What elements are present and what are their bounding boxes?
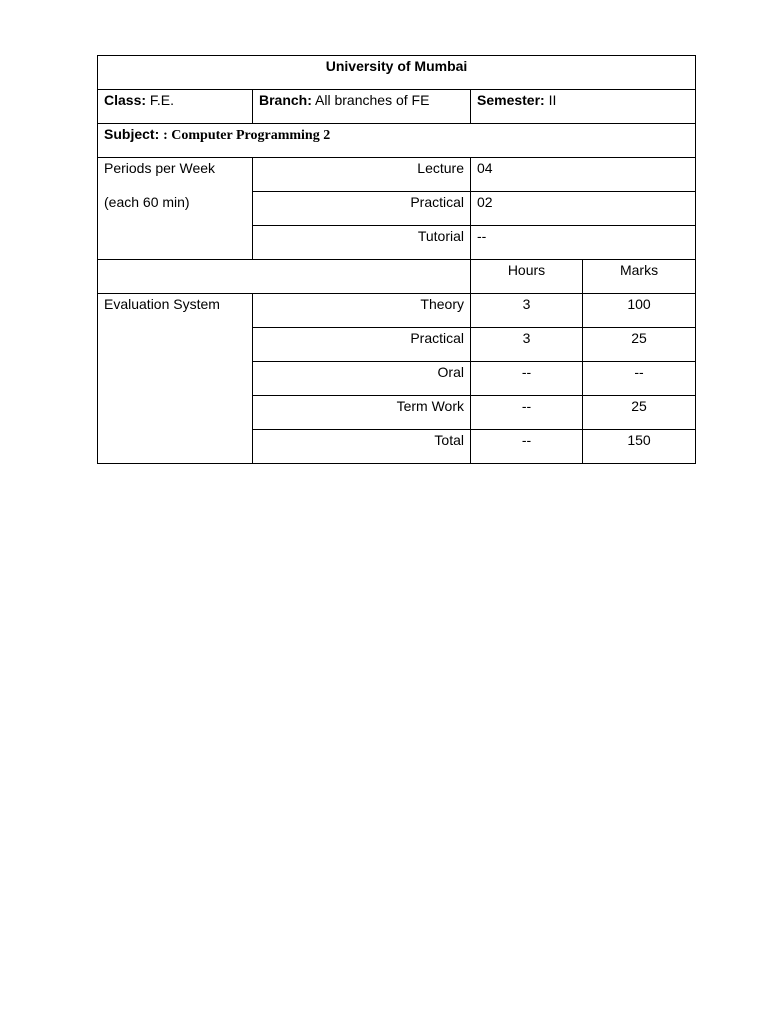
period-value: 02	[471, 192, 696, 226]
subject-value: : Computer Programming 2	[163, 128, 331, 143]
evaluation-item-marks: 25	[583, 328, 696, 362]
branch-cell	[253, 90, 471, 124]
semester-label: Semester:	[477, 92, 545, 108]
evaluation-header-spacer	[98, 260, 471, 294]
evaluation-item-name: Practical	[253, 328, 471, 362]
university-title: University of Mumbai	[98, 56, 696, 90]
title-row	[98, 56, 696, 90]
evaluation-item-name: Term Work	[253, 396, 471, 430]
period-value: --	[471, 226, 696, 260]
period-name: Tutorial	[253, 226, 471, 260]
evaluation-header-row	[98, 260, 696, 294]
info-row	[98, 90, 696, 124]
semester-cell	[471, 90, 696, 124]
evaluation-item-hours: 3	[471, 328, 583, 362]
periods-row-lecture	[98, 158, 696, 192]
evaluation-item-hours: --	[471, 396, 583, 430]
evaluation-item-name: Oral	[253, 362, 471, 396]
evaluation-item-marks: 100	[583, 294, 696, 328]
subject-label: Subject:	[104, 126, 160, 142]
evaluation-item-marks: --	[583, 362, 696, 396]
class-label: Class:	[104, 92, 147, 108]
evaluation-item-hours: --	[471, 430, 583, 464]
marks-header: Marks	[583, 260, 696, 294]
period-name: Lecture	[253, 158, 471, 192]
branch-label: Branch:	[259, 92, 312, 108]
evaluation-item-hours: 3	[471, 294, 583, 328]
class-cell	[98, 90, 253, 124]
periods-label-cell	[98, 158, 253, 260]
evaluation-item-name: Total	[253, 430, 471, 464]
evaluation-item-marks: 25	[583, 396, 696, 430]
subject-row	[98, 124, 696, 158]
class-value: F.E.	[149, 92, 175, 108]
evaluation-item-hours: --	[471, 362, 583, 396]
subject-cell	[98, 124, 696, 158]
periods-label: Periods per Week	[104, 160, 216, 176]
evaluation-label: Evaluation System	[98, 294, 253, 464]
periods-sublabel: (each 60 min)	[104, 194, 190, 210]
evaluation-item-name: Theory	[253, 294, 471, 328]
syllabus-table	[97, 55, 696, 464]
period-value: 04	[471, 158, 696, 192]
evaluation-row-theory	[98, 294, 696, 328]
period-name: Practical	[253, 192, 471, 226]
hours-header: Hours	[471, 260, 583, 294]
evaluation-item-marks: 150	[583, 430, 696, 464]
branch-value: All branches of FE	[315, 92, 430, 108]
semester-value: II	[548, 92, 557, 108]
